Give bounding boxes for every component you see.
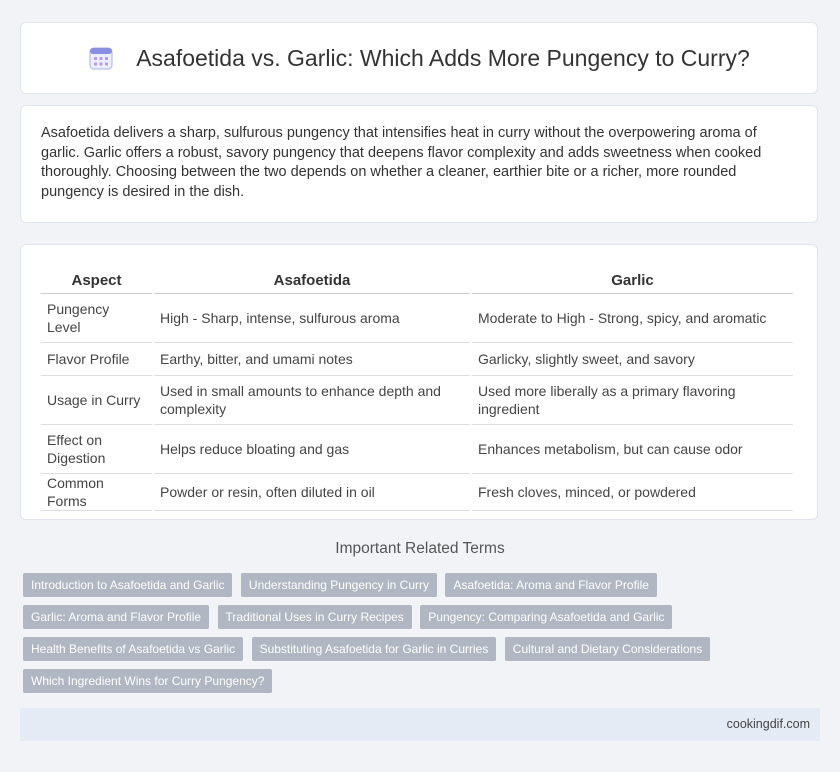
table-header-row xyxy=(41,263,793,294)
column-header-asafoetida: Asafoetida xyxy=(154,263,470,294)
related-term-tag[interactable]: Health Benefits of Asafoetida vs Garlic xyxy=(23,637,243,661)
related-term-tag[interactable]: Substituting Asafoetida for Garlic in Curries xyxy=(252,637,497,661)
footer xyxy=(20,708,820,741)
related-term-tag[interactable]: Introduction to Asafoetida and Garlic xyxy=(23,573,232,597)
table-cell: Flavor Profile xyxy=(41,343,152,376)
related-terms-heading: Important Related Terms xyxy=(335,540,505,557)
calendar-icon xyxy=(88,45,114,71)
table-row xyxy=(41,294,793,343)
table-cell: Helps reduce bloating and gas xyxy=(154,425,470,474)
related-term-tag[interactable]: Understanding Pungency in Curry xyxy=(241,573,437,597)
column-header-garlic: Garlic xyxy=(472,263,793,294)
related-term-tag[interactable]: Garlic: Aroma and Flavor Profile xyxy=(23,605,209,629)
table-cell: Garlicky, slightly sweet, and savory xyxy=(472,343,793,376)
table-cell: Enhances metabolism, but can cause odor xyxy=(472,425,793,474)
related-term-tag[interactable]: Asafoetida: Aroma and Flavor Profile xyxy=(445,573,656,597)
table-cell: Used more liberally as a primary flavoring ingredient xyxy=(472,376,793,425)
related-term-tag[interactable]: Cultural and Dietary Considerations xyxy=(505,637,710,661)
table-row xyxy=(41,376,793,425)
comparison-table-card xyxy=(20,244,818,520)
table-row xyxy=(41,474,793,511)
table-cell: High - Sharp, intense, sulfurous aroma xyxy=(154,294,470,343)
table-cell: Effect on Digestion xyxy=(41,425,152,474)
table-row xyxy=(41,425,793,474)
table-cell: Usage in Curry xyxy=(41,376,152,425)
table-cell: Used in small amounts to enhance depth and complexity xyxy=(154,376,470,425)
table-cell: Moderate to High - Strong, spicy, and aromatic xyxy=(472,294,793,343)
table-cell: Fresh cloves, minced, or powdered xyxy=(472,474,793,511)
table-cell: Pungency Level xyxy=(41,294,152,343)
table-cell: Common Forms xyxy=(41,474,152,511)
table-cell: Earthy, bitter, and umami notes xyxy=(154,343,470,376)
related-term-tag[interactable]: Traditional Uses in Curry Recipes xyxy=(218,605,412,629)
intro-card xyxy=(20,105,818,223)
comparison-table xyxy=(39,263,795,511)
footer-site-link[interactable]: cookingdif.com xyxy=(726,717,810,731)
related-term-tag[interactable]: Which Ingredient Wins for Curry Pungency? xyxy=(23,669,272,693)
page-title: Asafoetida vs. Garlic: Which Adds More Pungency to Curry? xyxy=(136,44,750,71)
table-cell: Powder or resin, often diluted in oil xyxy=(154,474,470,511)
intro-text: Asafoetida delivers a sharp, sulfurous pungency that intensifies heat in curry without the overpowering aroma of garlic. Garlic offers a robust, savory pungency that deepens flavor complexity and adds sweetness when cooked thoroughly. Choosing between the two depends on whether a cleaner, earthier bite or a richer, more rounded pungency is desired in the dish. xyxy=(41,125,762,200)
table-row xyxy=(41,343,793,376)
related-term-tag[interactable]: Pungency: Comparing Asafoetida and Garlic xyxy=(420,605,672,629)
related-terms-list xyxy=(23,573,743,701)
header-card xyxy=(20,22,818,94)
column-header-aspect: Aspect xyxy=(41,263,152,294)
